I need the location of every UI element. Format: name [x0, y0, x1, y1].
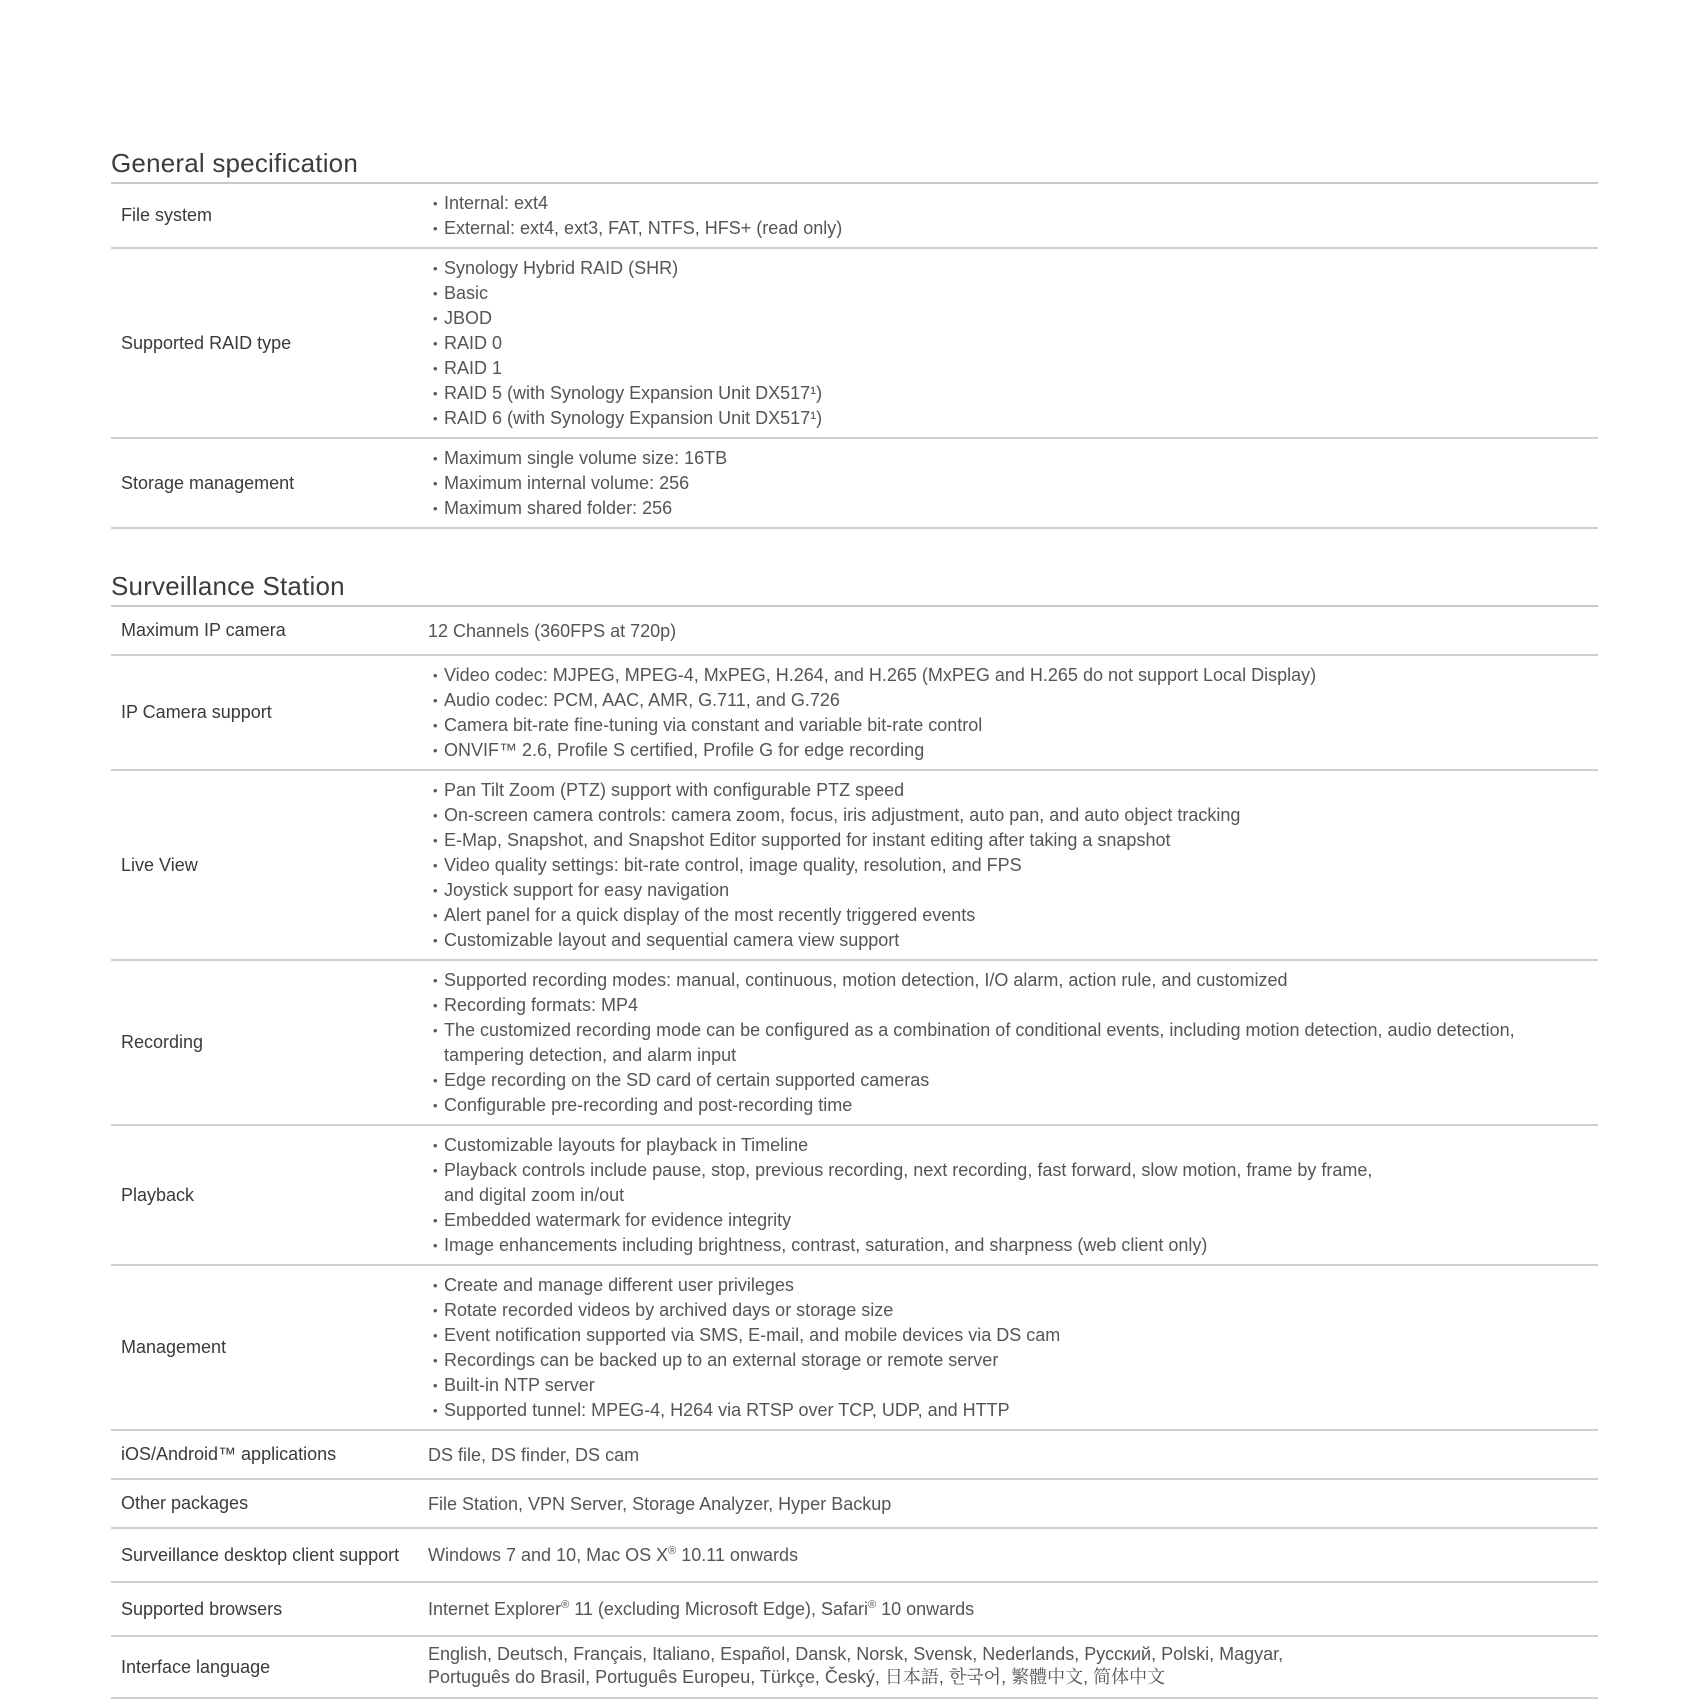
spec-value-list	[428, 968, 1598, 1118]
spec-row-mobile-apps	[111, 1431, 1598, 1480]
spec-label: Other packages	[121, 1493, 249, 1513]
spec-label: Supported RAID type	[121, 332, 292, 353]
spec-value	[428, 184, 1598, 247]
list-item: • External: ext4, ext3, FAT, NTFS, HFS+ (read only)	[428, 216, 1598, 241]
list-item: • Customizable layouts for playback in Timeline	[428, 1133, 1598, 1158]
list-item: • Recording formats: MP4	[428, 993, 1598, 1018]
spec-label: File system	[121, 205, 213, 225]
spec-row-playback	[111, 1126, 1598, 1266]
surveillance-station-section	[111, 571, 1598, 1699]
spec-label: iOS/Android™ applications	[121, 1444, 337, 1464]
spec-value	[428, 1583, 1598, 1635]
spec-label: Recording	[121, 1032, 204, 1052]
language-line: English, Deutsch, Français, Italiano, Español, Dansk, Norsk, Svensk, Nederlands, Русский, Polski, Magyar,	[428, 1644, 1284, 1664]
spec-label: Supported browsers	[121, 1598, 283, 1619]
list-item: • On-screen camera controls: camera zoom, focus, iris adjustment, auto pan, and auto object tracking	[428, 803, 1598, 828]
list-item: • JBOD	[428, 306, 1598, 331]
list-item: • Built-in NTP server	[428, 1373, 1598, 1398]
list-item: • RAID 6 (with Synology Expansion Unit DX517¹)	[428, 406, 1598, 431]
spec-label: Storage management	[121, 472, 295, 493]
spec-value: 12 Channels (360FPS at 720p)	[428, 620, 677, 641]
text-fragment: 10.11 onwards	[676, 1544, 798, 1565]
list-item: • RAID 1	[428, 356, 1598, 381]
spec-value	[428, 1637, 1598, 1697]
text-fragment: Internet Explorer	[428, 1598, 562, 1619]
spec-row-ip-camera-support	[111, 656, 1598, 771]
list-item: • Rotate recorded videos by archived days or storage size	[428, 1298, 1598, 1323]
spec-value-list	[428, 778, 1598, 953]
spec-label: Maximum IP camera	[121, 620, 286, 640]
registered-mark: ®	[868, 1598, 877, 1611]
list-item: • Event notification supported via SMS, E-mail, and mobile devices via DS cam	[428, 1323, 1598, 1348]
text-fragment: 10 onwards	[876, 1598, 975, 1619]
text-fragment: Windows 7 and 10, Mac OS X	[428, 1544, 669, 1565]
spec-row-raid-type	[111, 249, 1598, 439]
list-item-continuation: and digital zoom in/out	[444, 1185, 625, 1205]
list-item: • Joystick support for easy navigation	[428, 878, 1598, 903]
list-item: • Alert panel for a quick display of the most recently triggered events	[428, 903, 1598, 928]
list-item: • ONVIF™ 2.6, Profile S certified, Profile G for edge recording	[428, 738, 1598, 763]
spec-value	[428, 1529, 1598, 1581]
spec-row-file-system	[111, 184, 1598, 249]
list-item: • Basic	[428, 281, 1598, 306]
list-item: • Edge recording on the SD card of certain supported cameras	[428, 1068, 1598, 1093]
spec-row-management	[111, 1266, 1598, 1431]
list-item: • Playback controls include pause, stop, previous recording, next recording, fast forward, slow motion, frame by frame,	[428, 1158, 1598, 1183]
section-title-surveillance: Surveillance Station	[111, 571, 345, 601]
spec-value-text	[428, 1597, 974, 1622]
spec-row-supported-browsers	[111, 1583, 1598, 1637]
list-item: • Synology Hybrid RAID (SHR)	[428, 256, 1598, 281]
spec-row-max-ip-camera	[111, 607, 1598, 656]
list-item: • Supported recording modes: manual, continuous, motion detection, I/O alarm, action rule, and customized	[428, 968, 1598, 993]
spec-value-list	[428, 663, 1598, 763]
spec-value	[428, 439, 1598, 527]
list-item: • Supported tunnel: MPEG-4, H264 via RTSP over TCP, UDP, and HTTP	[428, 1398, 1598, 1423]
list-item: • Create and manage different user privileges	[428, 1273, 1598, 1298]
spec-value	[428, 771, 1598, 959]
spec-value-list	[428, 1273, 1598, 1423]
spec-label: Playback	[121, 1184, 195, 1205]
surveillance-spec-table	[111, 605, 1598, 1699]
spec-value	[428, 1126, 1598, 1264]
spec-value	[428, 1266, 1598, 1429]
list-item: • E-Map, Snapshot, and Snapshot Editor supported for instant editing after taking a snapshot	[428, 828, 1598, 853]
spec-row-recording	[111, 961, 1598, 1126]
spec-label: Surveillance desktop client support	[121, 1544, 400, 1565]
list-item: • Pan Tilt Zoom (PTZ) support with configurable PTZ speed	[428, 778, 1598, 803]
spec-value-list	[428, 446, 1598, 521]
spec-value: DS file, DS finder, DS cam	[428, 1444, 640, 1465]
list-item: • Customizable layout and sequential camera view support	[428, 928, 1598, 953]
spec-label: IP Camera support	[121, 702, 272, 722]
text-fragment: 11 (excluding Microsoft Edge), Safari	[569, 1598, 868, 1619]
list-item: • Recordings can be backed up to an external storage or remote server	[428, 1348, 1598, 1373]
spec-label: Management	[121, 1337, 227, 1357]
registered-mark: ®	[561, 1598, 570, 1611]
section-title-general: General specification	[111, 148, 358, 178]
spec-value-list	[428, 191, 1598, 241]
list-item: • Audio codec: PCM, AAC, AMR, G.711, and G.726	[428, 688, 1598, 713]
spec-label: Interface language	[121, 1656, 271, 1677]
general-specification-section	[111, 148, 1598, 529]
spec-row-other-packages	[111, 1480, 1598, 1529]
spec-value	[428, 656, 1598, 769]
registered-mark: ®	[668, 1544, 677, 1557]
spec-value-text	[428, 1543, 798, 1568]
spec-value: File Station, VPN Server, Storage Analyzer, Hyper Backup	[428, 1493, 892, 1514]
language-line: Português do Brasil, Português Europeu, Türkçe, Český, 日本語, 한국어, 繁體中文, 简体中文	[428, 1667, 1166, 1687]
list-item: • Video quality settings: bit-rate control, image quality, resolution, and FPS	[428, 853, 1598, 878]
list-item: • Maximum single volume size: 16TB	[428, 446, 1598, 471]
spec-row-interface-language	[111, 1637, 1598, 1699]
list-item: • Maximum internal volume: 256	[428, 471, 1598, 496]
spec-row-live-view	[111, 771, 1598, 961]
list-item: • Image enhancements including brightness, contrast, saturation, and sharpness (web client only)	[428, 1233, 1598, 1258]
spec-row-storage-management	[111, 439, 1598, 529]
list-item: • Embedded watermark for evidence integrity	[428, 1208, 1598, 1233]
spec-label: Live View	[121, 854, 198, 875]
spec-value-list	[428, 256, 1598, 431]
list-item: • RAID 0	[428, 331, 1598, 356]
list-item: • The customized recording mode can be configured as a combination of conditional events, including motion detection, audio detection, tampering detection, and alarm input	[428, 1018, 1598, 1068]
list-item: • RAID 5 (with Synology Expansion Unit DX517¹)	[428, 381, 1598, 406]
list-item: • Configurable pre-recording and post-recording time	[428, 1093, 1598, 1118]
list-item: • Maximum shared folder: 256	[428, 496, 1598, 521]
spec-sheet	[111, 148, 1598, 1699]
general-spec-table	[111, 182, 1598, 529]
spec-value	[428, 249, 1598, 437]
spec-value-list	[428, 1133, 1598, 1258]
spec-value	[428, 961, 1598, 1124]
spec-row-desktop-client	[111, 1529, 1598, 1583]
list-item: • Video codec: MJPEG, MPEG-4, MxPEG, H.264, and H.265 (MxPEG and H.265 do not support Local Display)	[428, 663, 1598, 688]
list-item: • Internal: ext4	[428, 191, 1598, 216]
list-item: • Camera bit-rate fine-tuning via constant and variable bit-rate control	[428, 713, 1598, 738]
